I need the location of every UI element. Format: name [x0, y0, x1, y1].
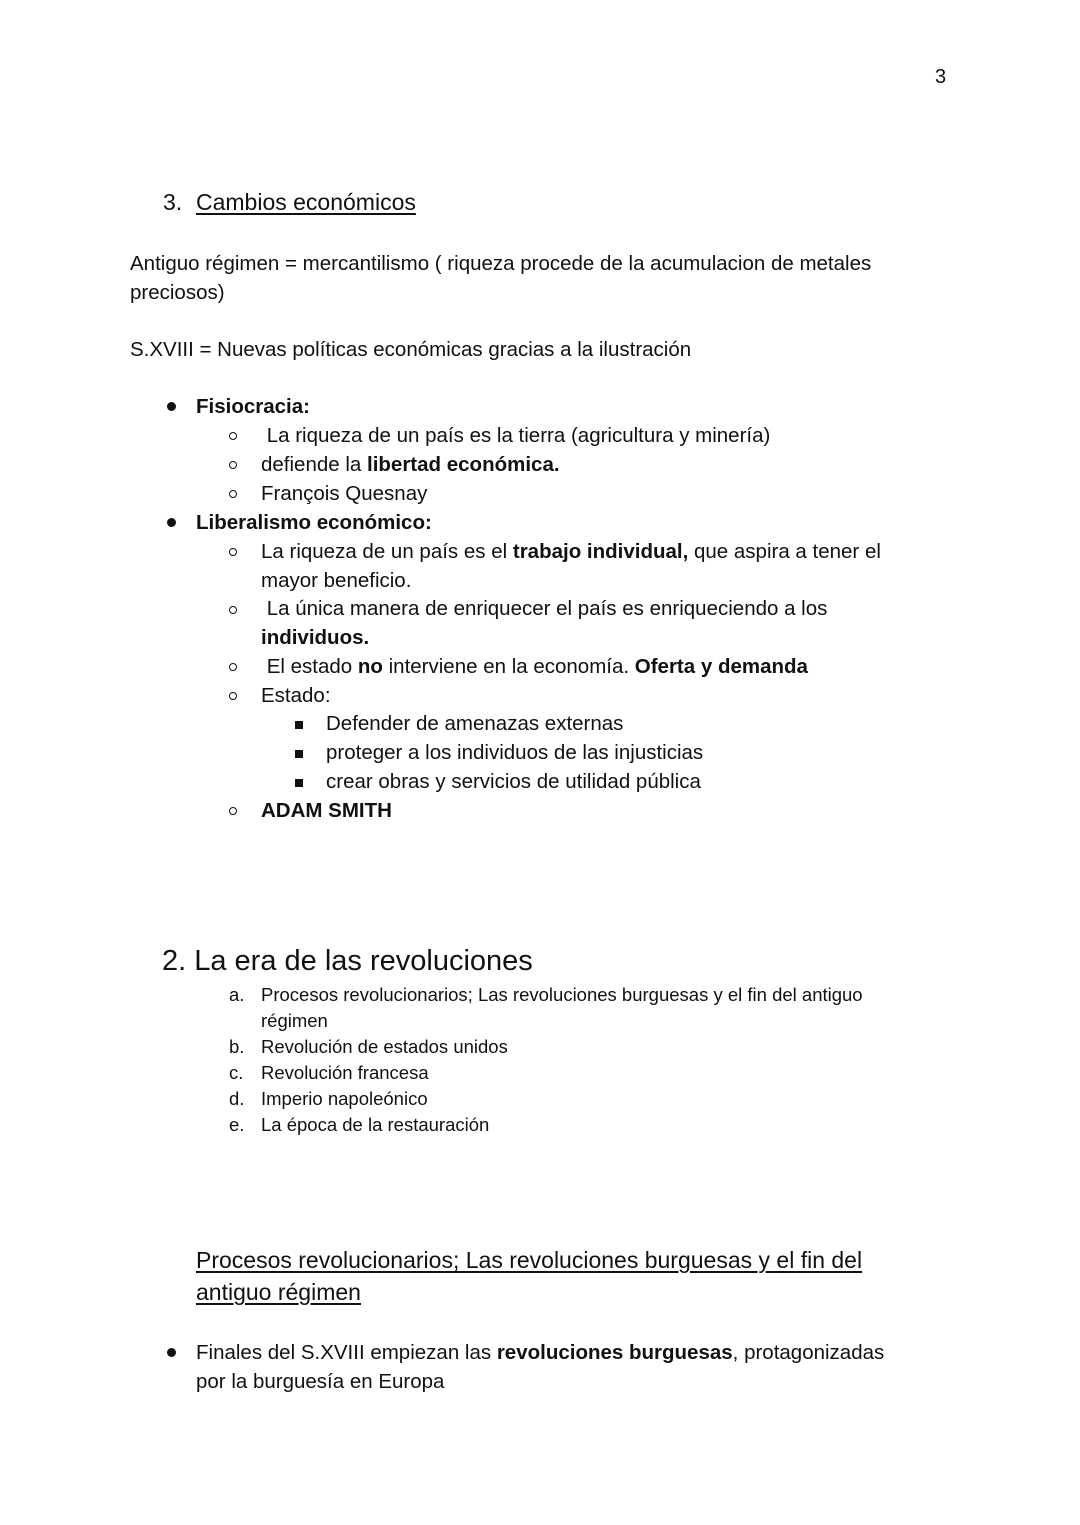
fisiocracia-item-libertad [261, 450, 560, 479]
bold-span: revoluciones burguesas [496, 1341, 733, 1364]
bullet-disc-icon [167, 1348, 176, 1357]
liberalismo-item-trabajo-line2: mayor beneficio. [261, 569, 412, 592]
list-item-francesa: Revolución francesa [261, 1062, 429, 1083]
subsection-title-line2: antiguo régimen [196, 1279, 361, 1305]
bullet-square-icon [295, 721, 303, 729]
paragraph-mercantilismo-line2: preciosos) [130, 281, 225, 304]
bold-span: Oferta y demanda [634, 655, 808, 678]
page-number: 3 [935, 66, 947, 88]
list-item-fisiocracia: Fisiocracia: [196, 395, 310, 418]
bullet-circle-icon [229, 606, 237, 614]
fisiocracia-item-riqueza: La riqueza de un país es la tierra (agricultura y minería) [261, 424, 771, 447]
bullet-circle-icon [229, 490, 237, 498]
bullet-disc-icon [167, 402, 176, 411]
bullet-circle-icon [229, 461, 237, 469]
liberalismo-item-trabajo [261, 537, 881, 566]
bullet-square-icon [295, 750, 303, 758]
estado-item: Defender de amenazas externas [326, 712, 624, 735]
bullet-disc-icon [167, 518, 176, 527]
list-item-procesos: Procesos revolucionarios; Las revoluciones burguesas y el fin del antiguo [261, 984, 863, 1005]
estado-item: proteger a los individuos de las injusticias [326, 741, 704, 764]
bullet-circle-icon [229, 807, 237, 815]
list-letter: b. [229, 1036, 245, 1057]
text-span: interviene en la economía. [382, 655, 635, 678]
list-item-restauracion: La época de la restauración [261, 1114, 490, 1135]
list-item-napoleonico: Imperio napoleónico [261, 1088, 428, 1109]
paragraph-mercantilismo-line1: Antiguo régimen = mercantilismo ( riqueza procede de la acumulacion de metales [130, 252, 872, 275]
paragraph-sxviii: S.XVIII = Nuevas políticas económicas gracias a la ilustración [130, 338, 692, 361]
liberalismo-item-estado-no [261, 652, 808, 681]
section-number: 3. [163, 189, 183, 215]
list-item-estados-unidos: Revolución de estados unidos [261, 1036, 508, 1057]
liberalismo-item-enriquecer-line2: individuos. [261, 626, 370, 649]
text-span: defiende la [261, 453, 368, 476]
bold-span: trabajo individual, [512, 540, 689, 563]
section-title: Cambios económicos [196, 189, 416, 215]
bold-span: libertad económica. [367, 453, 560, 476]
bullet-circle-icon [229, 432, 237, 440]
list-item-liberalismo: Liberalismo económico: [196, 511, 432, 534]
subsection-title-line1: Procesos revolucionarios; Las revoluciones burguesas y el fin del [196, 1247, 863, 1273]
list-letter: c. [229, 1062, 244, 1083]
list-item-procesos-line2: régimen [261, 1010, 328, 1031]
paragraph-revoluciones-burguesas [196, 1338, 884, 1367]
list-letter: e. [229, 1114, 245, 1135]
estado-item: crear obras y servicios de utilidad pública [326, 770, 701, 793]
bullet-circle-icon [229, 548, 237, 556]
section-heading-revoluciones: 2. La era de las revoluciones [162, 945, 533, 977]
bullet-circle-icon [229, 663, 237, 671]
text-span: , protagonizadas [732, 1341, 885, 1364]
bullet-circle-icon [229, 692, 237, 700]
liberalismo-item-estado: Estado: [261, 684, 331, 707]
text-span: Finales del S.XVIII empiezan las [196, 1341, 497, 1364]
liberalismo-item-adam-smith: ADAM SMITH [261, 799, 392, 822]
text-span: El estado [261, 655, 358, 678]
bullet-square-icon [295, 779, 303, 787]
paragraph-revoluciones-burguesas-line2: por la burguesía en Europa [196, 1370, 445, 1393]
fisiocracia-item-quesnay: François Quesnay [261, 482, 428, 505]
bold-span: no [357, 655, 383, 678]
text-span: La riqueza de un país es el [261, 540, 513, 563]
list-letter: d. [229, 1088, 245, 1109]
list-letter: a. [229, 984, 245, 1005]
text-span: que aspira a tener el [688, 540, 881, 563]
liberalismo-item-enriquecer: La única manera de enriquecer el país es enriqueciendo a los [261, 597, 828, 620]
